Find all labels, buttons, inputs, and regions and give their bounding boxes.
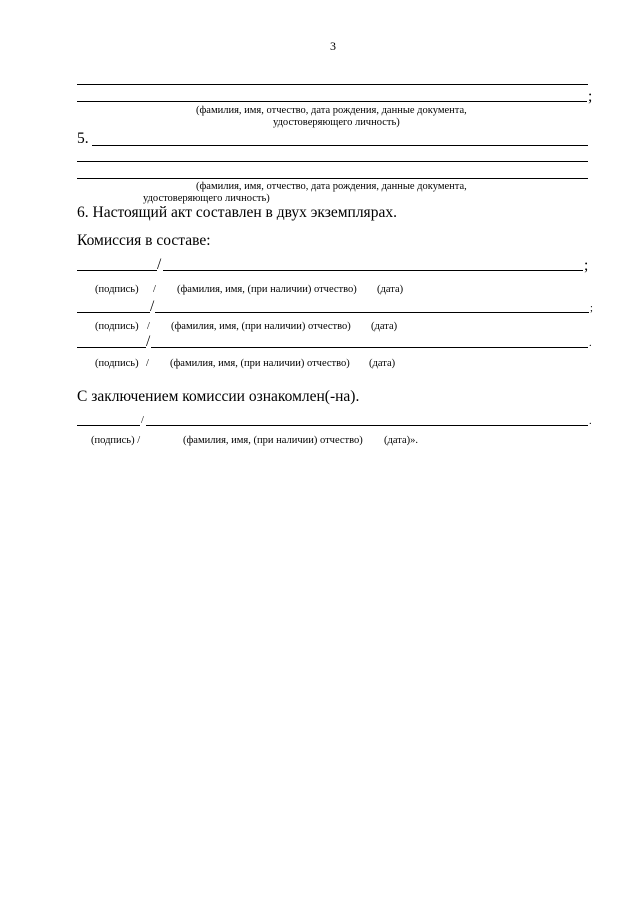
caption-name: (фамилия, имя, (при наличии) отчество)	[177, 284, 357, 295]
caption-signature: (подпись) /	[91, 435, 141, 446]
blank-line	[77, 84, 588, 85]
commission-heading: Комиссия в составе:	[77, 232, 211, 249]
caption-date: (дата)».	[384, 435, 418, 446]
caption-name: (фамилия, имя, (при наличии) отчество)	[183, 435, 363, 446]
line-terminator: .	[589, 416, 592, 427]
blank-line	[77, 161, 588, 162]
caption-signature: (подпись)	[95, 321, 139, 332]
item-number: 5.	[77, 130, 89, 147]
field-caption: удостоверяющего личность)	[143, 193, 270, 204]
separator-slash: /	[157, 256, 162, 273]
name-date-blank	[163, 270, 583, 271]
acknowledgement-text: С заключением комиссии ознакомлен(-на).	[77, 388, 360, 405]
signature-blank	[77, 425, 140, 426]
blank-line	[77, 178, 588, 179]
page-number: 3	[330, 39, 336, 53]
item-6-text: 6. Настоящий акт составлен в двух экземплярах.	[77, 204, 397, 221]
caption-name: (фамилия, имя, (при наличии) отчество)	[171, 321, 351, 332]
separator-slash: /	[146, 333, 151, 350]
field-caption: (фамилия, имя, отчество, дата рождения, данные документа,	[196, 181, 467, 192]
line-terminator: ;	[584, 257, 589, 274]
caption-signature: (подпись)	[95, 284, 139, 295]
caption-date: (дата)	[369, 358, 396, 369]
caption-date: (дата)	[371, 321, 398, 332]
field-caption: (фамилия, имя, отчество, дата рождения, данные документа,	[196, 105, 467, 116]
signature-blank	[77, 270, 157, 271]
line-terminator: .	[589, 338, 592, 349]
blank-line	[92, 145, 588, 146]
name-date-blank	[151, 347, 588, 348]
name-date-blank	[146, 425, 588, 426]
separator-slash: /	[150, 298, 155, 315]
signature-blank	[77, 347, 146, 348]
separator-slash: /	[141, 415, 144, 426]
line-terminator: ;	[590, 303, 593, 314]
line-terminator: ;	[588, 88, 593, 105]
caption-slash: /	[147, 321, 150, 332]
caption-date: (дата)	[377, 284, 404, 295]
field-caption: удостоверяющего личность)	[273, 117, 400, 128]
caption-signature: (подпись)	[95, 358, 139, 369]
caption-name: (фамилия, имя, (при наличии) отчество)	[170, 358, 350, 369]
caption-slash: /	[153, 284, 156, 295]
blank-line	[77, 101, 587, 102]
name-date-blank	[155, 312, 589, 313]
caption-slash: /	[146, 358, 149, 369]
signature-blank	[77, 312, 150, 313]
